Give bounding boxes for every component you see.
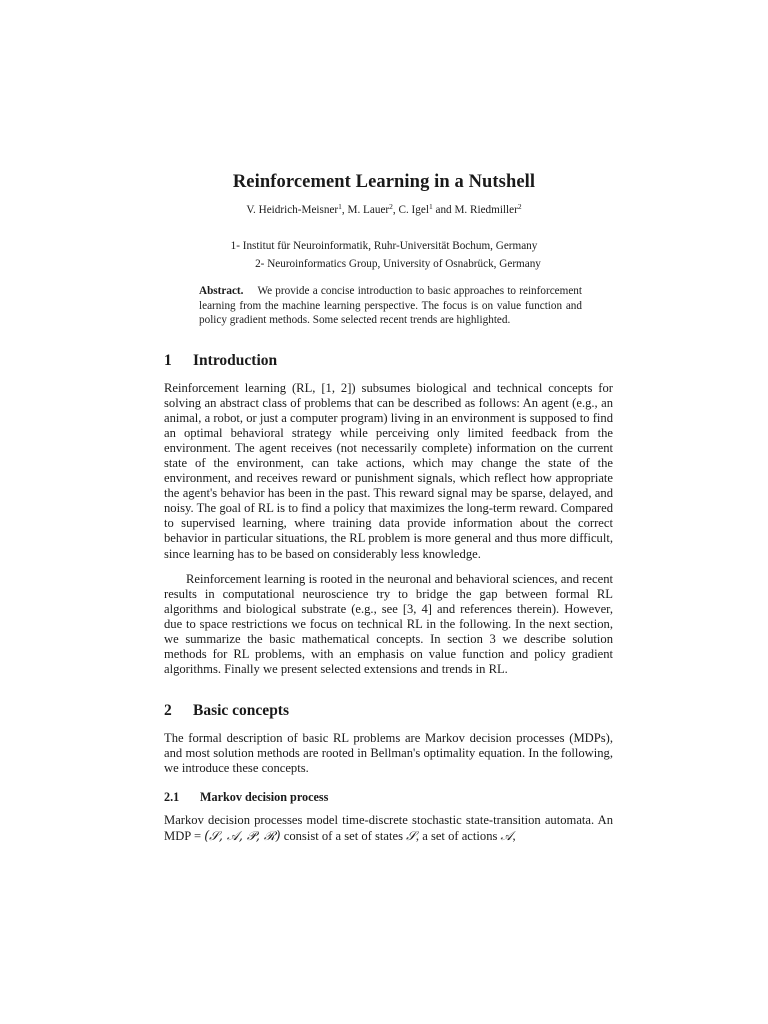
section-number: 1	[164, 352, 172, 369]
author-separator: ,	[392, 204, 399, 216]
abstract-text: We provide a concise introduction to basic approaches to reinforcement learning from the machine learning perspective. The focus is on value function and policy gradient methods. Some selected recent trends are highlighted.	[199, 285, 582, 327]
paragraph: Reinforcement learning (RL, [1, 2]) subsumes biological and technical concepts for solving an abstract class of problems that can be described as follows: An agent (e.g., an animal, a robot, or just a computer program) living in an environment is supposed to find an optimal behavioral strategy while perceiving only limited feedback from the environment. The agent receives (not necessarily complete) information on the current state of the environment, can take actions, which may change the state of the environment, and receives reward or punishment signals, which reflect how appropriate the agent's behavior has been in the past. This reward signal may be sparse, delayed, and noisy. The goal of RL is to find a policy that maximizes the long-term reward. Compared to supervised learning, where training data provide information about the correct behavior in particular situations, the RL problem is more general and thus more difficult, since learning has to be based on considerably less knowledge.	[164, 381, 613, 561]
states-symbol: 𝒮	[406, 828, 416, 844]
section-title: Basic concepts	[193, 702, 290, 719]
paragraph	[164, 813, 613, 844]
subsection-title: Markov decision process	[200, 790, 329, 804]
abstract	[199, 284, 582, 328]
author-separator: ,	[341, 204, 348, 216]
author-name: V. Heidrich-Meisner	[246, 204, 339, 216]
author-affiliation-mark: 2	[389, 202, 393, 211]
paragraph-text: , a set of actions	[415, 829, 501, 844]
author-affiliation-mark: 2	[517, 202, 522, 211]
actions-symbol: 𝒜	[500, 828, 513, 844]
author-list	[0, 204, 768, 216]
mdp-tuple: (𝒮, 𝒜, 𝒫, ℛ)	[204, 828, 281, 844]
affiliation: 1- Institut für Neuroinformatik, Ruhr-Universität Bochum, Germany	[230, 240, 538, 252]
author-name: M. Lauer	[347, 204, 390, 216]
author-name: M. Riedmiller	[454, 204, 518, 216]
section-heading	[164, 702, 289, 720]
subsection-number: 2.1	[164, 790, 180, 804]
author-affiliation-mark: 1	[338, 202, 342, 211]
section-number: 2	[164, 702, 172, 719]
section-heading	[164, 352, 277, 370]
author-name: C. Igel	[398, 204, 429, 216]
abstract-label: Abstract.	[199, 285, 244, 297]
paragraph-text: ,	[512, 829, 516, 844]
paragraph: The formal description of basic RL problems are Markov decision processes (MDPs), and most solution methods are rooted in Bellman's optimality equation. In the following, we introduce these concepts.	[164, 731, 613, 776]
affiliation: 2- Neuroinformatics Group, University of Osnabrück, Germany	[255, 258, 541, 270]
subsection-heading	[164, 790, 328, 805]
author-separator: and	[432, 204, 455, 216]
paper-title: Reinforcement Learning in a Nutshell	[232, 172, 536, 192]
section-title: Introduction	[193, 352, 278, 369]
paragraph-text: Markov decision processes model time-discrete stochastic state-transition automata. An MDP =	[164, 813, 613, 844]
paragraph: Reinforcement learning is rooted in the neuronal and behavioral sciences, and recent results in computational neuroscience try to bridge the gap between formal RL algorithms and biological substrate (e.g., see [3, 4] and references therein). However, due to space restrictions we focus on technical RL in the following. In the next section, we summarize the basic mathematical concepts. In section 3 we describe solution methods for RL problems, with an emphasis on value function and policy gradient algorithms. Finally we present selected extensions and trends in RL.	[164, 572, 613, 677]
paragraph-text: consist of a set of states	[280, 829, 407, 844]
author-affiliation-mark: 1	[428, 202, 433, 211]
